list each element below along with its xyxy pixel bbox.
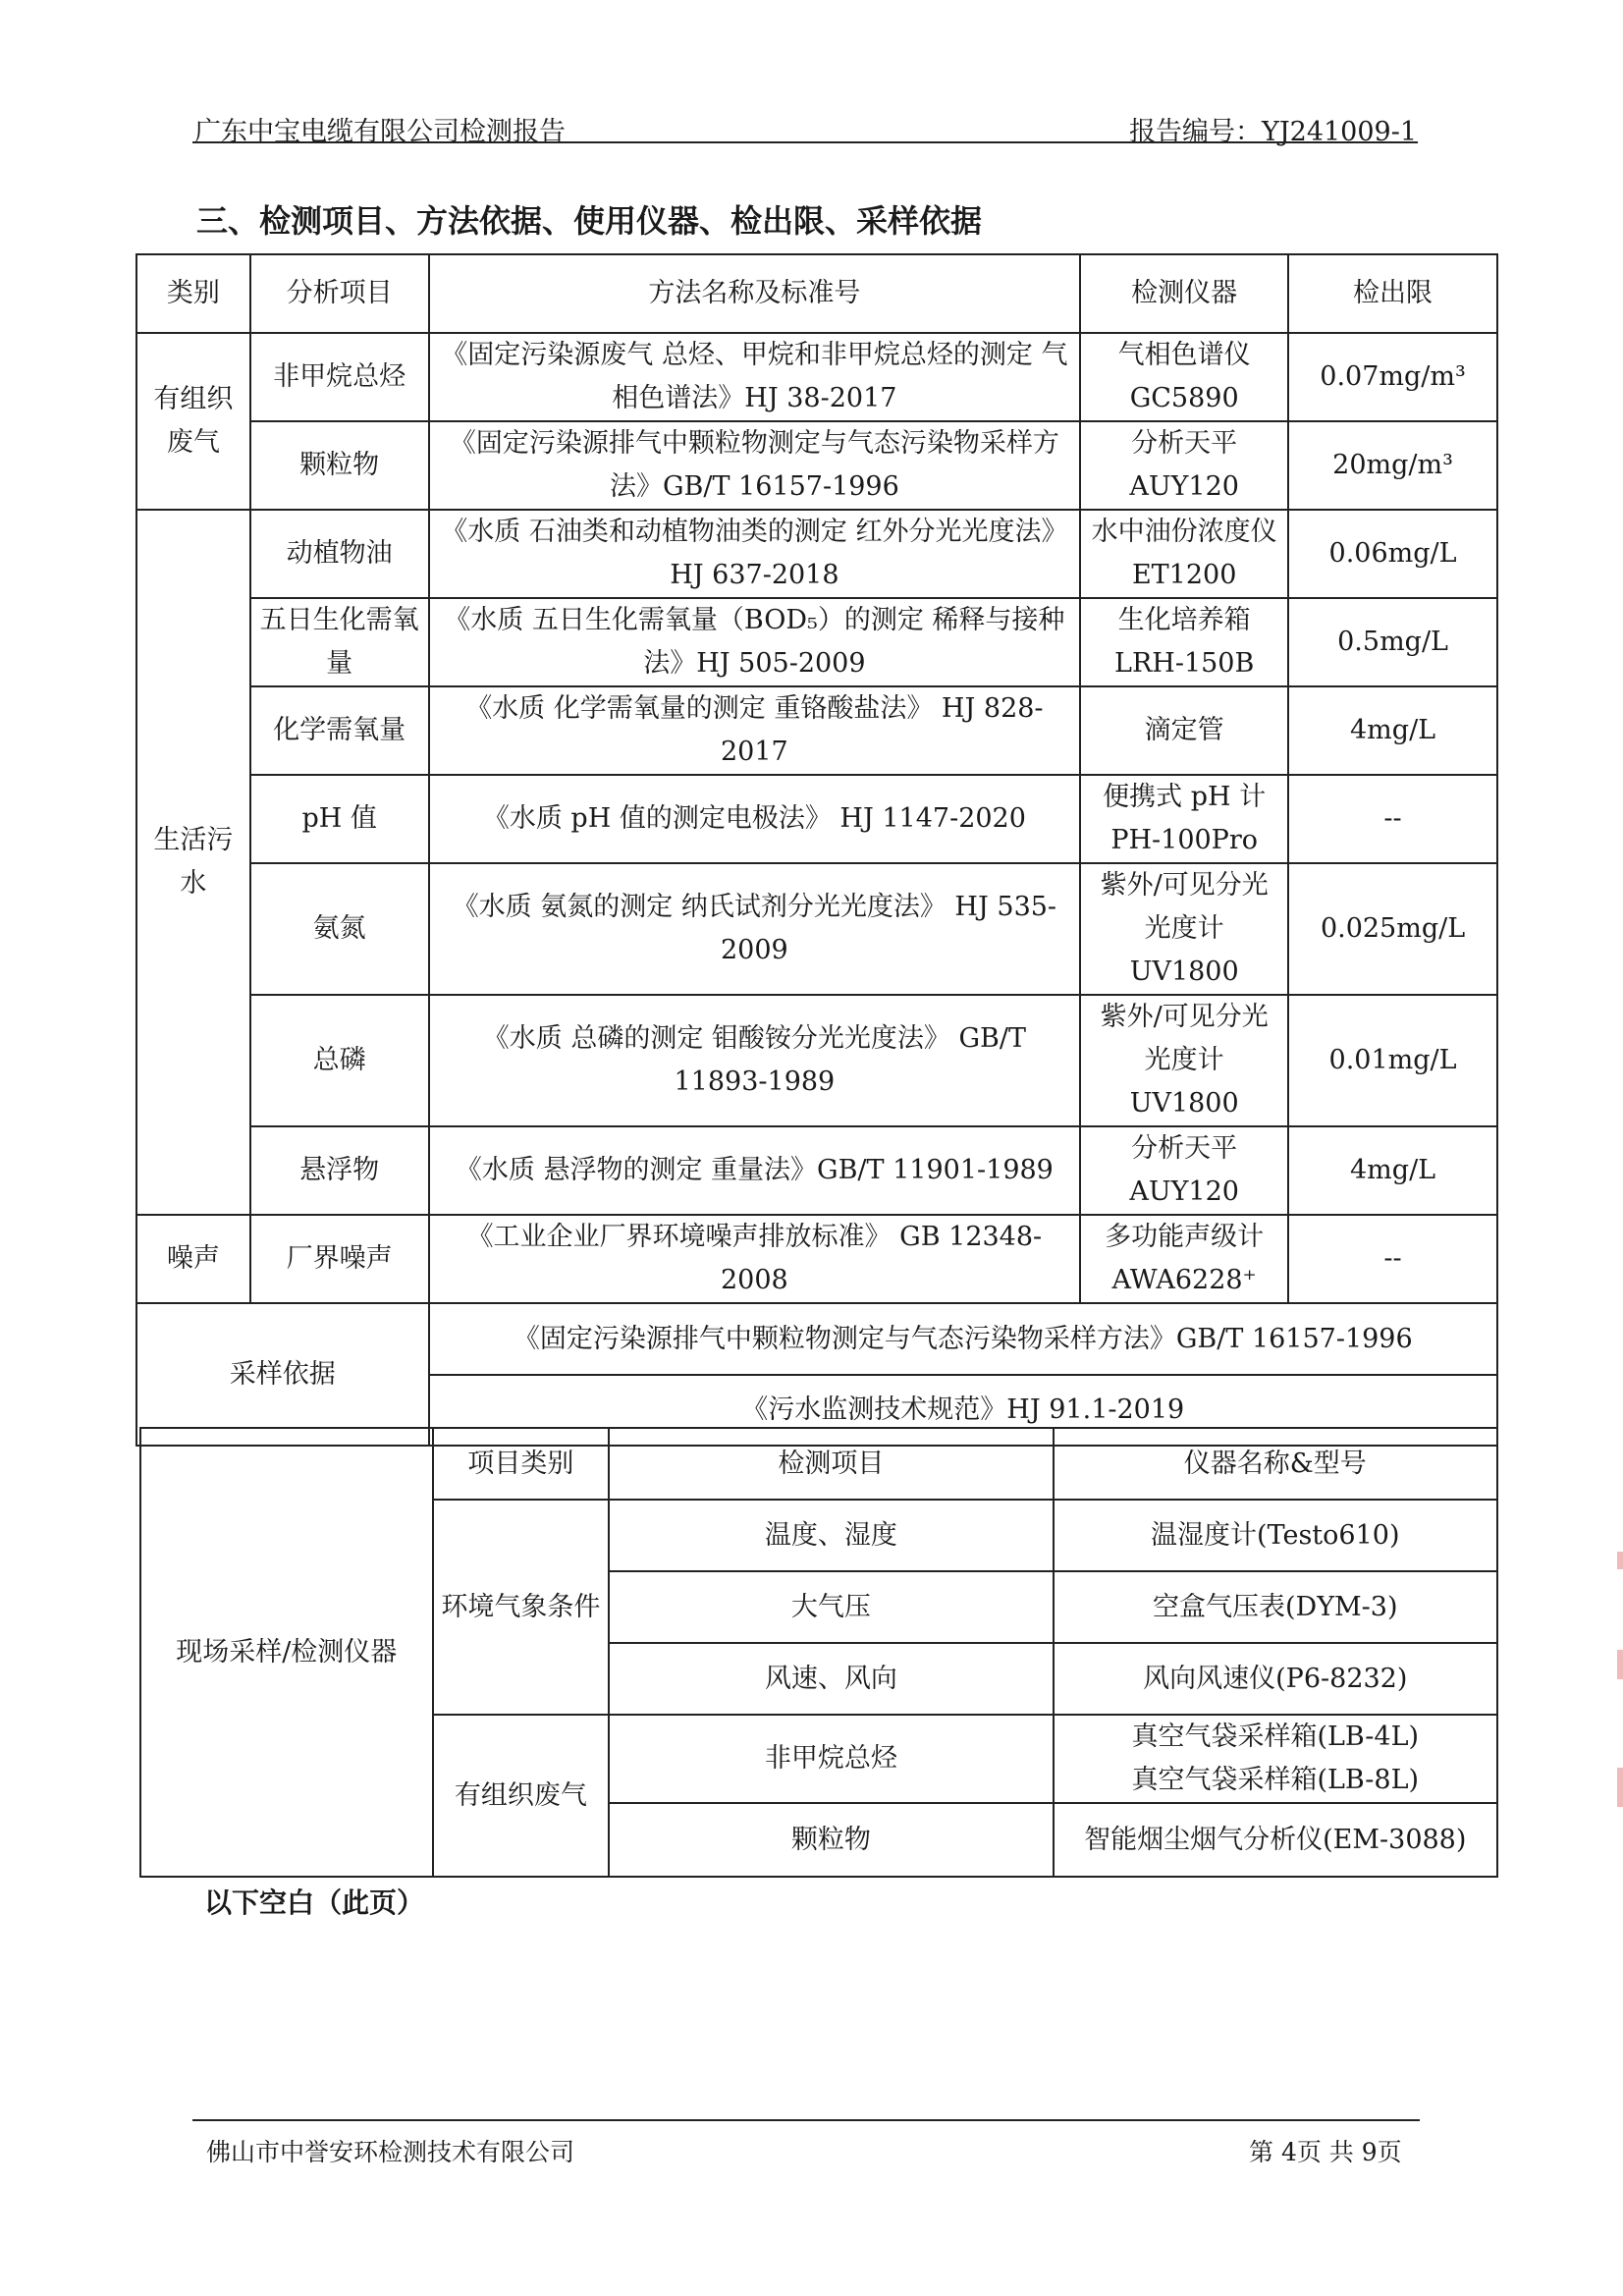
table-row bbox=[136, 421, 1497, 510]
header-divider bbox=[192, 141, 1418, 143]
instrument-cell: 温湿度计(Testo610) bbox=[1054, 1500, 1497, 1571]
instrument-cell: 便携式 pH 计 PH-100Pro bbox=[1080, 775, 1288, 863]
group-sewage: 生活污水 bbox=[136, 510, 250, 1215]
method-cell: 《固定污染源废气 总烃、甲烷和非甲烷总烃的测定 气相色谱法》HJ 38-2017 bbox=[429, 333, 1081, 421]
method-cell: 《水质 石油类和动植物油类的测定 红外分光光度法》HJ 637-2018 bbox=[429, 510, 1081, 598]
instrument-cell: 滴定管 bbox=[1080, 686, 1288, 775]
method-cell: 《水质 五日生化需氧量（BOD₅）的测定 稀释与接种法》HJ 505-2009 bbox=[429, 598, 1081, 686]
instrument-cell bbox=[1054, 1715, 1497, 1803]
item-cell: 动植物油 bbox=[250, 510, 429, 598]
method-cell: 《水质 氨氮的测定 纳氏试剂分光光度法》 HJ 535-2009 bbox=[429, 863, 1081, 995]
table-row bbox=[136, 863, 1497, 995]
table-row bbox=[136, 686, 1497, 775]
limit-cell: 20mg/m³ bbox=[1288, 421, 1497, 510]
table-row bbox=[136, 333, 1497, 421]
header-instrument: 检测仪器 bbox=[1080, 254, 1288, 333]
limit-cell: 0.01mg/L bbox=[1288, 995, 1497, 1126]
instrument-cell: 分析天平 AUY120 bbox=[1080, 1126, 1288, 1215]
method-cell: 《水质 pH 值的测定电极法》 HJ 1147-2020 bbox=[429, 775, 1081, 863]
method-cell: 《水质 总磷的测定 钼酸铵分光光度法》 GB/T 11893-1989 bbox=[429, 995, 1081, 1126]
group-gas: 有组织废气 bbox=[433, 1715, 610, 1877]
sampling-basis-item: 《污水监测技术规范》HJ 91.1-2019 bbox=[429, 1375, 1498, 1446]
sampling-basis-row bbox=[136, 1303, 1497, 1375]
limit-cell: -- bbox=[1288, 775, 1497, 863]
report-header-company: 广东中宝电缆有限公司检测报告 bbox=[194, 117, 566, 147]
method-cell: 《工业企业厂界环境噪声排放标准》 GB 12348-2008 bbox=[429, 1215, 1081, 1303]
table-header-row bbox=[136, 254, 1497, 333]
limit-cell: 0.025mg/L bbox=[1288, 863, 1497, 995]
seal-edge bbox=[1617, 1650, 1623, 1679]
limit-cell: 0.5mg/L bbox=[1288, 598, 1497, 686]
sampling-basis-item: 《固定污染源排气中颗粒物测定与气态污染物采样方法》GB/T 16157-1996 bbox=[429, 1303, 1498, 1375]
table-row bbox=[136, 1126, 1497, 1215]
limit-cell: 4mg/L bbox=[1288, 1126, 1497, 1215]
limit-cell: -- bbox=[1288, 1215, 1497, 1303]
field-instrument-table bbox=[139, 1427, 1498, 1878]
group-env: 环境气象条件 bbox=[433, 1500, 610, 1715]
seal-edge bbox=[1617, 1768, 1623, 1807]
item-cell: 非甲烷总烃 bbox=[250, 333, 429, 421]
item-cell: 颗粒物 bbox=[609, 1803, 1053, 1877]
limit-cell: 4mg/L bbox=[1288, 686, 1497, 775]
footer-company: 佛山市中誉安环检测技术有限公司 bbox=[206, 2138, 575, 2166]
field-instrument-label: 现场采样/检测仪器 bbox=[140, 1428, 433, 1877]
table-header-row bbox=[140, 1428, 1497, 1500]
instrument-cell: 生化培养箱 LRH-150B bbox=[1080, 598, 1288, 686]
header-instrument-model: 仪器名称&型号 bbox=[1054, 1428, 1497, 1500]
footer-divider bbox=[192, 2119, 1420, 2121]
section-title: 三、检测项目、方法依据、使用仪器、检出限、采样依据 bbox=[196, 202, 983, 240]
item-cell: 化学需氧量 bbox=[250, 686, 429, 775]
detection-methods-table bbox=[135, 253, 1498, 1447]
limit-cell: 0.06mg/L bbox=[1288, 510, 1497, 598]
instrument-cell: 多功能声级计 AWA6228⁺ bbox=[1080, 1215, 1288, 1303]
method-cell: 《水质 悬浮物的测定 重量法》GB/T 11901-1989 bbox=[429, 1126, 1081, 1215]
instrument-cell: 空盒气压表(DYM-3) bbox=[1054, 1571, 1497, 1643]
group-noise: 噪声 bbox=[136, 1215, 250, 1303]
instrument-line: 真空气袋采样箱(LB-8L) bbox=[1131, 1765, 1420, 1795]
limit-cell: 0.07mg/m³ bbox=[1288, 333, 1497, 421]
page-number: 第 4页 共 9页 bbox=[1249, 2138, 1402, 2166]
report-number: 报告编号：YJ241009-1 bbox=[1129, 117, 1418, 147]
header-project-category: 项目类别 bbox=[433, 1428, 610, 1500]
sampling-basis-label: 采样依据 bbox=[136, 1303, 429, 1446]
group-waste-gas: 有组织废气 bbox=[136, 333, 250, 510]
header-method: 方法名称及标准号 bbox=[429, 254, 1081, 333]
item-cell: 非甲烷总烃 bbox=[609, 1715, 1053, 1803]
method-cell: 《水质 化学需氧量的测定 重铬酸盐法》 HJ 828-2017 bbox=[429, 686, 1081, 775]
method-cell: 《固定污染源排气中颗粒物测定与气态污染物采样方法》GB/T 16157-1996 bbox=[429, 421, 1081, 510]
item-cell: 厂界噪声 bbox=[250, 1215, 429, 1303]
table-row bbox=[136, 510, 1497, 598]
table-row bbox=[136, 598, 1497, 686]
item-cell: 温度、湿度 bbox=[609, 1500, 1053, 1571]
instrument-cell: 智能烟尘烟气分析仪(EM-3088) bbox=[1054, 1803, 1497, 1877]
item-cell: 大气压 bbox=[609, 1571, 1053, 1643]
instrument-cell: 紫外/可见分光光度计 UV1800 bbox=[1080, 863, 1288, 995]
item-cell: 颗粒物 bbox=[250, 421, 429, 510]
instrument-cell: 分析天平 AUY120 bbox=[1080, 421, 1288, 510]
item-cell: 五日生化需氧量 bbox=[250, 598, 429, 686]
table-row bbox=[136, 775, 1497, 863]
instrument-cell: 水中油份浓度仪 ET1200 bbox=[1080, 510, 1288, 598]
item-cell: 氨氮 bbox=[250, 863, 429, 995]
header-category: 类别 bbox=[136, 254, 250, 333]
instrument-cell: 紫外/可见分光光度计 UV1800 bbox=[1080, 995, 1288, 1126]
item-cell: pH 值 bbox=[250, 775, 429, 863]
header-limit: 检出限 bbox=[1288, 254, 1497, 333]
seal-edge bbox=[1617, 1552, 1623, 1569]
item-cell: 风速、风向 bbox=[609, 1643, 1053, 1715]
instrument-line: 真空气袋采样箱(LB-4L) bbox=[1131, 1722, 1420, 1752]
instrument-cell: 风向风速仪(P6-8232) bbox=[1054, 1643, 1497, 1715]
header-item: 分析项目 bbox=[250, 254, 429, 333]
table-row bbox=[136, 1215, 1497, 1303]
instrument-cell: 气相色谱仪 GC5890 bbox=[1080, 333, 1288, 421]
blank-below-note: 以下空白（此页） bbox=[204, 1886, 425, 1919]
header-test-item: 检测项目 bbox=[609, 1428, 1053, 1500]
table-row bbox=[136, 995, 1497, 1126]
item-cell: 总磷 bbox=[250, 995, 429, 1126]
item-cell: 悬浮物 bbox=[250, 1126, 429, 1215]
